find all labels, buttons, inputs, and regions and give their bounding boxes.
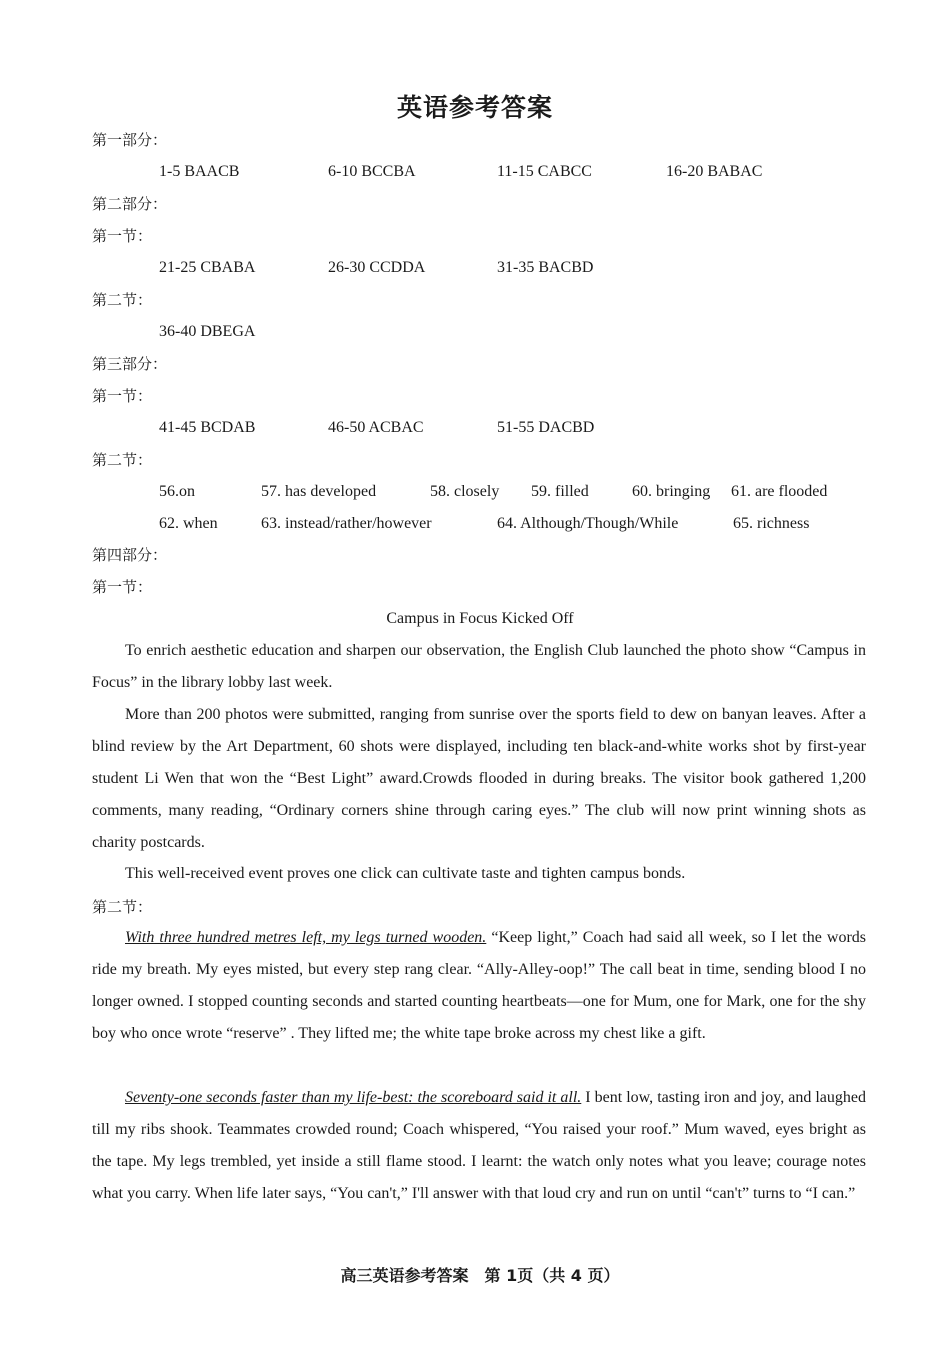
part2-section1-label: 第一节： bbox=[92, 227, 153, 245]
fill-answer: 59. filled bbox=[531, 483, 589, 500]
essay-paragraph: This well-received event proves one click can cultivate taste and tighten campus bonds. bbox=[125, 865, 686, 882]
essay-paragraph: To enrich aesthetic education and sharpen our observation, the English Club launched the photo show “Campus in Focus” in the library lobby last week. bbox=[92, 642, 866, 691]
given-sentence: Seventy-one seconds faster than my life-best: the scoreboard said it all. bbox=[125, 1089, 582, 1106]
answer-group: 36-40 DBEGA bbox=[159, 323, 256, 340]
fill-answer: 64. Although/Though/While bbox=[497, 515, 679, 532]
part3-section1-label: 第一节： bbox=[92, 387, 153, 405]
answer-group: 1-5 BAACB bbox=[159, 163, 240, 180]
answer-group: 51-55 DACBD bbox=[497, 419, 595, 436]
fill-answer: 56.on bbox=[159, 483, 195, 500]
answer-group: 11-15 CABCC bbox=[497, 163, 592, 180]
fill-answer: 61. are flooded bbox=[731, 483, 828, 500]
paragraph-body: “Keep light,” Coach had said all week, so I let the words ride my breath. My eyes misted, but every step rang clear. “Ally-Alley-oop!” The call beat in time, sending blood I no longer owned. I stopped counting seconds and started counting heartbeats—one for Mum, one for Mark, one for the shy boy who once wrote “reserve” . They lifted me; the white tape broke across my chest like a gift. bbox=[92, 929, 866, 1042]
paragraph-body: I bent low, tasting iron and joy, and laughed till my ribs shook. Teammates crowded round; Coach whispered, “You raised your roof.” Mum waved, eyes bright as the tape. My legs trembled, yet inside a still flame stood. I learnt: the watch only notes what you leave; courage notes what you carry. When life later says, “You can't,” I'll answer with that loud cry and run on until “can't” turns to “I can.” bbox=[92, 1089, 867, 1202]
answer-group: 46-50 ACBAC bbox=[328, 419, 424, 436]
continuation-paragraph bbox=[92, 1082, 866, 1210]
part4-section2-label: 第二节： bbox=[92, 898, 153, 916]
part2-section2-label: 第二节： bbox=[92, 291, 153, 309]
part4-section1-label: 第一节： bbox=[92, 578, 153, 596]
page-title: 英语参考答案 bbox=[396, 93, 553, 122]
page-footer: 高三英语参考答案 第 1页（共 4 页） bbox=[340, 1266, 620, 1285]
part3-section2-label: 第二节： bbox=[92, 451, 153, 469]
answer-group: 6-10 BCCBA bbox=[328, 163, 416, 180]
continuation-paragraph bbox=[92, 922, 866, 1050]
fill-answer: 65. richness bbox=[733, 515, 810, 532]
part3-label: 第三部分： bbox=[92, 355, 168, 373]
fill-answer: 60. bringing bbox=[632, 483, 711, 500]
answer-group: 26-30 CCDDA bbox=[328, 259, 426, 276]
given-sentence: With three hundred metres left, my legs turned wooden. bbox=[125, 929, 487, 946]
part1-label: 第一部分： bbox=[92, 131, 168, 149]
answer-group: 21-25 CBABA bbox=[159, 259, 256, 276]
fill-answer: 57. has developed bbox=[261, 483, 377, 500]
answer-group: 31-35 BACBD bbox=[497, 259, 594, 276]
part2-label: 第二部分： bbox=[92, 195, 168, 213]
answer-group: 16-20 BABAC bbox=[666, 163, 763, 180]
essay-title: Campus in Focus Kicked Off bbox=[386, 610, 574, 627]
answer-group: 41-45 BCDAB bbox=[159, 419, 256, 436]
fill-answer: 58. closely bbox=[430, 483, 500, 500]
essay-paragraph: More than 200 photos were submitted, ranging from sunrise over the sports field to dew on banyan leaves. After a blind review by the Art Department, 60 shots were displayed, including ten black-and-white works shot by first-year student Li Wen that won the “Best Light” award.Crowds flooded in during breaks. The visitor book gathered 1,200 comments, many reading, “Ordinary corners shine through caring eyes.” The club will now print winning shots as charity postcards. bbox=[92, 706, 866, 851]
fill-answer: 62. when bbox=[159, 515, 218, 532]
fill-answer: 63. instead/rather/however bbox=[261, 515, 432, 532]
part4-label: 第四部分： bbox=[92, 546, 168, 564]
